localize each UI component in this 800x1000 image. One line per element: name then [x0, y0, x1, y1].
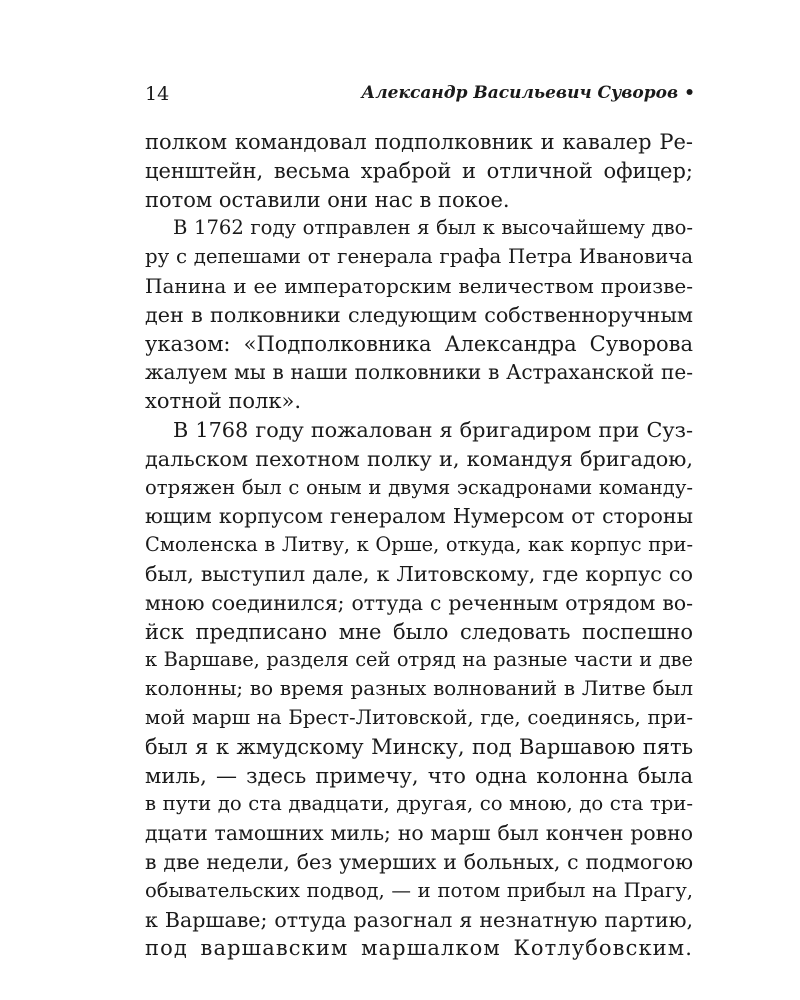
- text-line: миль, — здесь примечу, что одна колонна была: [145, 763, 693, 788]
- running-title-text: Александр Васильевич Суворов: [361, 83, 679, 103]
- text-line: мой марш на Брест-Литовской, где, соединясь, при-: [145, 705, 693, 729]
- text-line: В 1762 году отправлен я был к высочайшему дво-: [173, 216, 693, 240]
- text-line: был, выступил дале, к Литовскому, где корпус со: [145, 561, 693, 586]
- text-line: колонны; во время разных волнований в Литве был: [145, 677, 693, 701]
- text-line: указом: «Подполковника Александра Суворова: [145, 331, 693, 356]
- text-line: ру с депешами от генерала графа Петра Ивановича: [145, 245, 693, 269]
- text-line: жалуем мы в наши полковники в Астраханской пе-: [145, 360, 693, 385]
- text-line: ден в полковники следующим собственноручным: [145, 302, 693, 327]
- text-line: к Варшаве; оттуда разогнал я незнатную партию,: [145, 907, 693, 932]
- text-line: дцати тамошних миль; но марш был кончен ровно: [145, 821, 693, 846]
- text-line: мною соединился; оттуда с реченным отрядом во-: [145, 590, 693, 615]
- text-line: под варшавским маршалком Котлубовским.: [145, 936, 693, 961]
- text-line: хотной полк».: [145, 389, 302, 414]
- text-line: обывательских подвод, — и потом прибыл на Прагу,: [145, 878, 693, 902]
- text-line: потом оставили они нас в покое.: [145, 187, 510, 212]
- page-number: 14: [145, 83, 170, 105]
- body-text: [145, 128, 693, 963]
- text-line: ценштейн, весьма храброй и отличной офицер;: [145, 158, 693, 183]
- text-line: ющим корпусом генералом Нумерсом от стороны: [145, 504, 693, 529]
- text-line: в две недели, без умерших и больных, с подмогою: [145, 849, 693, 874]
- running-title: [361, 83, 695, 103]
- text-line: В 1768 году пожалован я бригадиром при Суз-: [173, 417, 693, 442]
- text-line: йск предписано мне было следовать поспешно: [145, 619, 693, 644]
- bullet-icon: •: [684, 83, 695, 103]
- text-line: Смоленска в Литву, к Орше, откуда, как корпус при-: [145, 533, 693, 557]
- page-header: [145, 83, 695, 113]
- text-line: Панина и ее императорским величеством произве-: [145, 273, 693, 298]
- text-line: дальском пехотном полку и, командуя бригадою,: [145, 446, 693, 471]
- text-line: отряжен был с оным и двумя эскадронами команду-: [145, 475, 693, 499]
- text-line: к Варшаве, разделя сей отряд на разные части и две: [145, 648, 693, 672]
- text-line: полком командовал подполковник и кавалер Ре-: [145, 130, 693, 154]
- text-line: в пути до ста двадцати, другая, со мною, до ста три-: [145, 792, 693, 816]
- text-line: был я к жмудскому Минску, под Варшавою пять: [145, 734, 693, 759]
